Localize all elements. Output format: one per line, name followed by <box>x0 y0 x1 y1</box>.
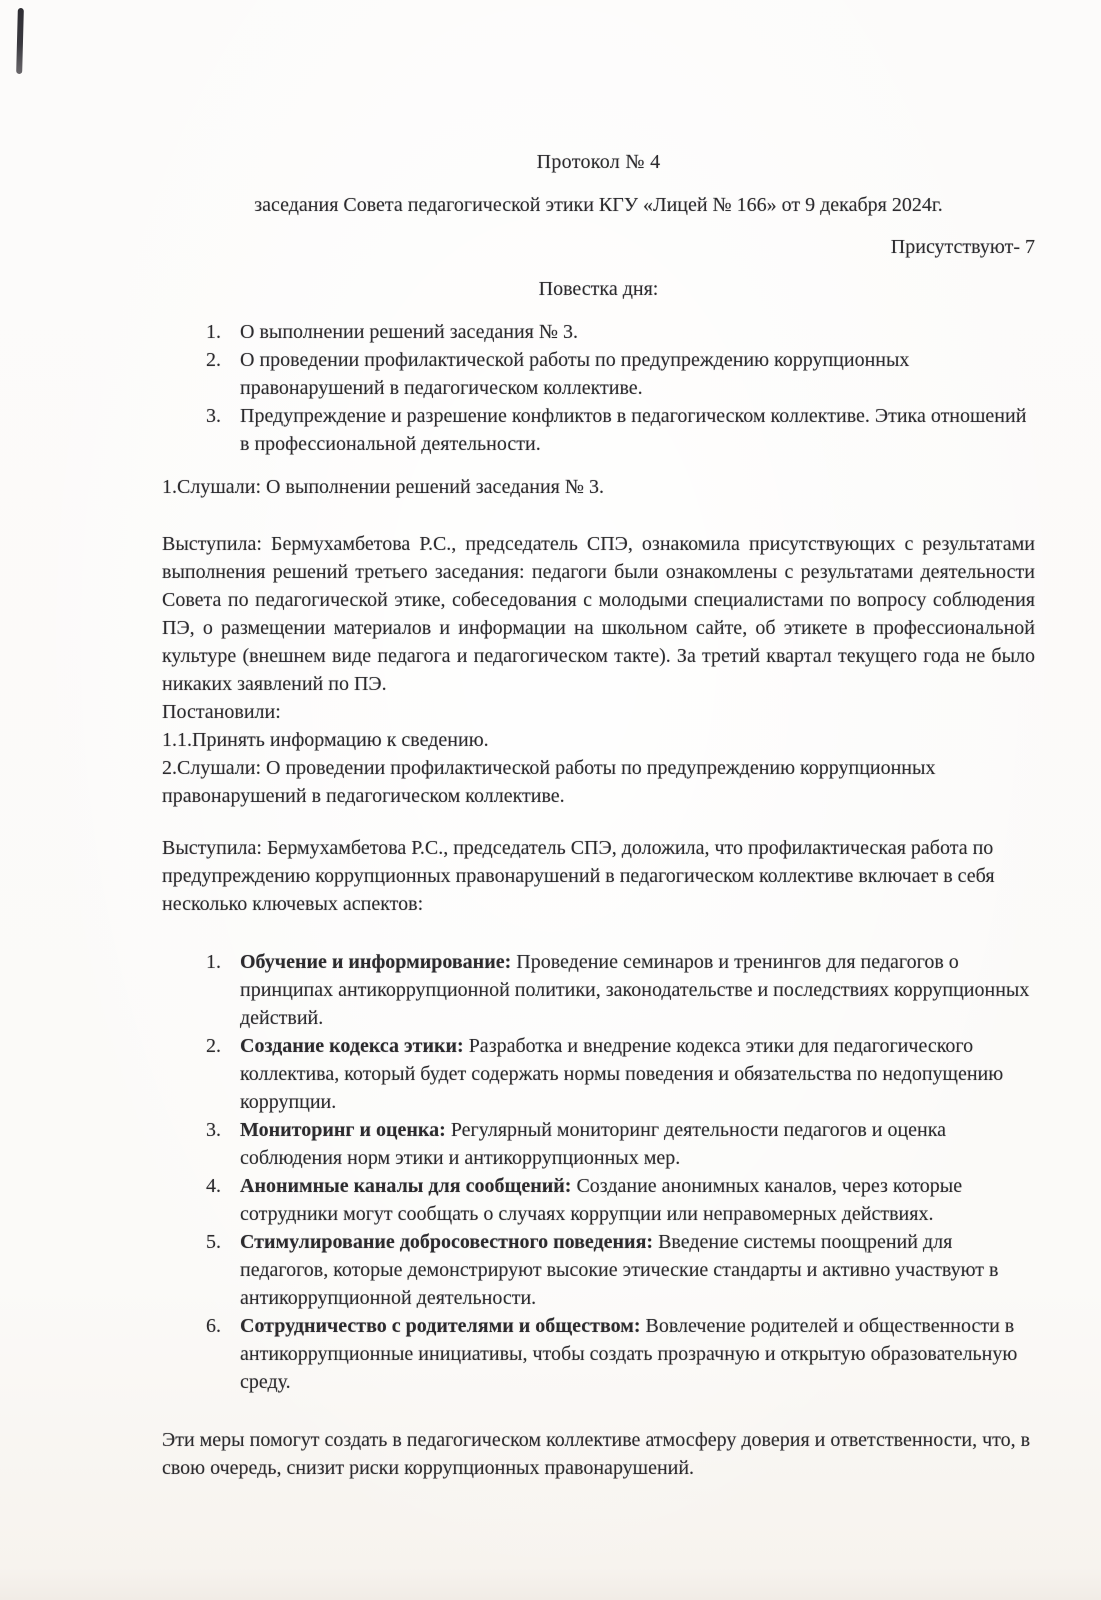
agenda-item-number: 1. <box>206 321 221 343</box>
aspect-term: Обучение и информирование: <box>240 951 512 973</box>
agenda-item <box>162 318 1035 346</box>
aspect-number: 3. <box>206 1119 221 1141</box>
aspect-description: Проведение семинаров и тренингов для педагогов о принципах антикоррупционной политики, законодательстве и последствиях коррупционных действий. <box>240 951 1030 1029</box>
section1-speech: Выступила: Бермухамбетова Р.С., председатель СПЭ, ознакомила присутствующих с результатами выполнения решений третьего заседания: педагоги были ознакомлены с результатами деятельности Совета по педагогической этике, собеседования с молодыми специалистами по вопросу соблюдения ПЭ, о размещении материалов и информации на школьном сайте, об этикете в профессиональной культуре (внешнем виде педагога и педагогическом такте). За третий квартал текущего года не было никаких заявлений по ПЭ. <box>162 533 1035 695</box>
aspect-term: Анонимные каналы для сообщений: <box>240 1175 572 1197</box>
aspect-description: Создание анонимных каналов, через которые сотрудники могут сообщать о случаях коррупции или неправомерных действиях. <box>240 1175 963 1225</box>
aspect-number: 1. <box>206 951 221 973</box>
aspect-description: Разработка и внедрение кодекса этики для педагогического коллектива, который будет содержать нормы поведения и обязательства по недопущению коррупции. <box>240 1035 1004 1113</box>
document-subtitle: заседания Совета педагогической этики КГУ «Лицей № 166» от 9 декабря 2024г. <box>254 194 943 216</box>
agenda-list <box>162 318 1035 458</box>
aspect-item <box>162 1172 1035 1228</box>
scan-pen-mark <box>16 8 24 74</box>
aspect-item <box>162 1228 1035 1312</box>
aspect-description: Регулярный мониторинг деятельности педагогов и оценка соблюдения норм этики и антикоррупционных мер. <box>240 1119 947 1169</box>
aspect-number: 2. <box>206 1035 221 1057</box>
aspects-list <box>162 948 1035 1396</box>
agenda-item <box>162 402 1035 458</box>
aspect-term: Мониторинг и оценка: <box>240 1119 446 1141</box>
aspect-item <box>162 1312 1035 1396</box>
document-title: Протокол № 4 <box>536 151 661 173</box>
aspect-term: Сотрудничество с родителями и обществом: <box>240 1315 641 1337</box>
attendees-count: Присутствуют- 7 <box>890 236 1035 258</box>
agenda-item-text: О проведении профилактической работы по предупреждению коррупционных правонарушений в педагогическом коллективе. <box>240 349 910 399</box>
section1-resolution: 1.1.Принять информацию к сведению. <box>162 729 489 751</box>
agenda-item-text: Предупреждение и разрешение конфликтов в педагогическом коллективе. Этика отношений в профессиональной деятельности. <box>240 405 1027 455</box>
closing-paragraph: Эти меры помогут создать в педагогическом коллективе атмосферу доверия и ответственности, что, в свою очередь, снизит риски коррупционных правонарушений. <box>162 1429 1031 1479</box>
aspect-item <box>162 1032 1035 1116</box>
aspect-item <box>162 948 1035 1032</box>
section1-resolution-heading: Постановили: <box>162 701 281 723</box>
section2-speech: Выступила: Бермухамбетова Р.С., председатель СПЭ, доложила, что профилактическая работа по предупреждению коррупционных правонарушений в педагогическом коллективе включает в себя несколько ключевых аспектов: <box>162 837 995 915</box>
aspect-number: 4. <box>206 1175 221 1197</box>
aspect-description: Введение системы поощрений для педагогов, которые демонстрируют высокие этические стандарты и активно участвуют в антикоррупционной деятельности. <box>240 1231 999 1309</box>
aspect-number: 5. <box>206 1231 221 1253</box>
agenda-item-number: 3. <box>206 405 221 427</box>
agenda-heading: Повестка дня: <box>538 278 659 300</box>
section2-heading: 2.Слушали: О проведении профилактической работы по предупреждению коррупционных правонарушений в педагогическом коллективе. <box>162 757 936 807</box>
aspect-description: Вовлечение родителей и общественности в антикоррупционные инициативы, чтобы создать прозрачную и открытую образовательную среду. <box>240 1315 1018 1393</box>
agenda-item-number: 2. <box>206 349 221 371</box>
section1-heading: 1.Слушали: О выполнении решений заседания № 3. <box>162 476 604 498</box>
aspect-item <box>162 1116 1035 1172</box>
agenda-item <box>162 346 1035 402</box>
agenda-item-text: О выполнении решений заседания № 3. <box>240 321 578 343</box>
aspect-term: Создание кодекса этики: <box>240 1035 464 1057</box>
aspect-term: Стимулирование добросовестного поведения: <box>240 1231 654 1253</box>
document-body <box>162 148 1035 1482</box>
aspect-number: 6. <box>206 1315 221 1337</box>
